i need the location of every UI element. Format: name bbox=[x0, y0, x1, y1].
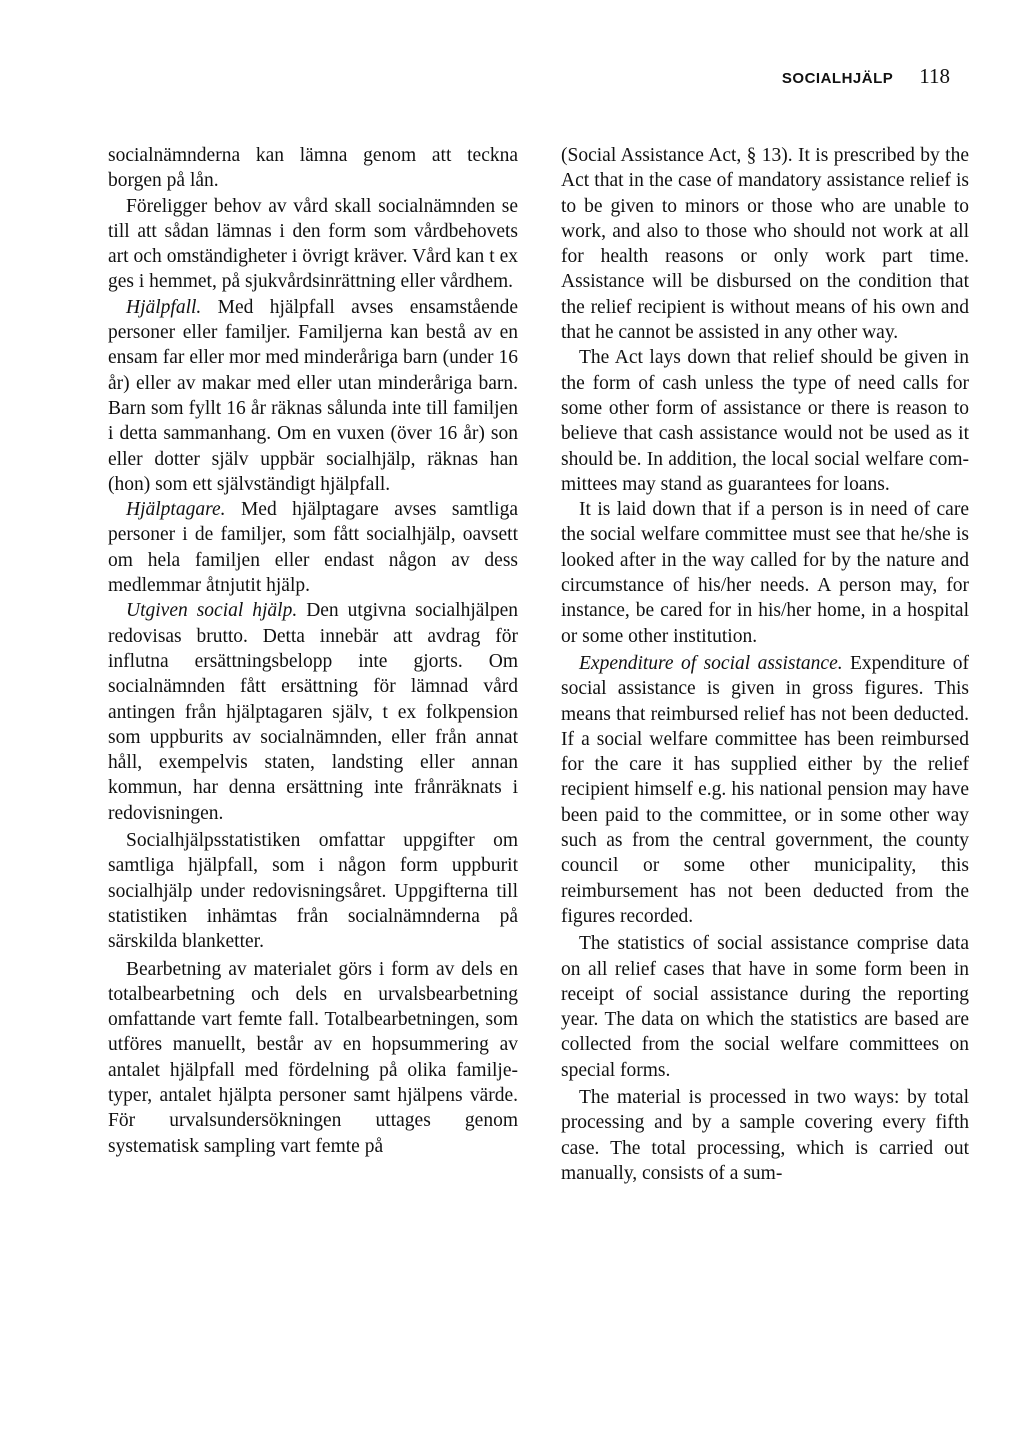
right-paragraph-3: It is laid down that if a person is in need of care the social welfare committee must see that he/she is looked after in the way called for by the nature and circumstance of his/her needs. A person may, for instance, be cared for in his/her home, in a hospital or some other institution. bbox=[561, 499, 969, 647]
right-column bbox=[561, 143, 969, 1186]
left-paragraph-7: Bearbetning av materialet görs i form av dels en totalbearbetning och dels en urvalsbearbetning omfattande vart femte fall. Totalbearbetningen, som utföres manuellt, består av en hopsummering av antalet hjälpfall med fördelning på olika familjetyper, antalet hjälpta personer samt hjälpens värde. För urvalsundersökningen uttages genom systematisk sampling vart femte på bbox=[108, 958, 518, 1157]
right-paragraph-1: (Social Assistance Act, § 13). It is prescribed by the Act that in the case of mandatory assistance relief is to be given to minors or those who are unable to work, and also to those who should not work at all for health reasons or only work part time. Assistance will be disbursed on the condition that the relief recipient is without means of his own and that he cannot be assisted in any other way. bbox=[561, 145, 969, 344]
left-paragraph-5 bbox=[108, 598, 518, 826]
term-hjalptagare: Hjälptagare. bbox=[126, 499, 226, 521]
left-paragraph-6: Socialhjälpsstatistiken omfattar uppgifter om samtliga hjälpfall, som i någon form uppburit socialhjälp under redovisningsåret. Uppgifterna till statistiken inhämtas från socialnämnderna på särskilda blanketter. bbox=[108, 830, 518, 953]
paragraph-text: Med hjälpfall avses ensamstående personer eller familjer. Familjerna kan bestå av en ensam far eller mor med minderåriga barn (under 16 år) eller av makar med eller utan minderåriga barn. Barn som fyllt 16 år räknas sålunda inte till familjen i detta sammanhang. Om en vuxen (över 16 år) son eller dotter själv uppbär socialhjälp, räknas han (hon) som ett självständigt hjälpfall. bbox=[108, 296, 518, 495]
left-paragraph-4 bbox=[108, 497, 518, 598]
left-paragraph-1: socialnämnderna kan lämna genom att teckna borgen på lån. bbox=[108, 145, 518, 192]
page-number: 118 bbox=[919, 64, 950, 88]
right-paragraph-4 bbox=[561, 651, 969, 929]
term-expenditure: Expenditure of social assistance. bbox=[579, 652, 843, 674]
term-utgiven-social-hjalp: Utgiven social hjälp. bbox=[126, 600, 298, 622]
left-column bbox=[108, 143, 518, 1159]
left-paragraph-3 bbox=[108, 295, 518, 497]
paragraph-text: Expenditure of social assistance is given in gross figures. This means that reimbursed relief has not been deducted. If a social welfare committee has been reimbursed for the care it has supplied either by the relief recipient himself e.g. his national pension may have been paid to the committee, or in some other way such as from the central government, the county council or some other municipality, this reimbursement has not been deducted from the figures recorded. bbox=[561, 652, 969, 927]
right-paragraph-5: The statistics of social assistance comprise data on all relief cases that have in some form been in receipt of social assistance during the reporting year. The data on which the statistics are based are collected from the social welfare committees on special forms. bbox=[561, 933, 969, 1081]
running-title: SOCIALHJÄLP bbox=[781, 70, 894, 87]
right-paragraph-6: The material is processed in two ways: by total processing and by a sample covering every fifth case. The total processing, which is carried out manually, consists of a sum- bbox=[561, 1086, 969, 1184]
paragraph-text: Med hjälptagare avses samtliga personer i de familjer, som fått socialhjälp, oavsett om hela familjen eller endast någon av dess medlemmar åtnjutit hjälp. bbox=[108, 499, 518, 597]
term-hjalpfall: Hjälpfall. bbox=[126, 296, 202, 318]
page-header bbox=[782, 64, 950, 89]
paragraph-text: Den utgivna socialhjälpen redovisas brutto. Detta innebär att avdrag för influtna ersättningsbelopp inte gjorts. Om socialnämnden fått ersättning för lämnad vård antingen från hjälptagaren själv, t ex folkpension som uppburits av socialnämnden, eller från annat håll, exempelvis staten, landsting eller annan kommun, har denna ersättning inte frånräknats i redovisningen. bbox=[108, 600, 518, 824]
left-paragraph-2: Föreligger behov av vård skall socialnämnden se till att sådan lämnas i den form som vårdbehovets art och omständigheter i övrigt kräver. Vård kan t ex ges i hemmet, på sjukvårdsinrättning eller vårdhem. bbox=[108, 195, 518, 293]
right-paragraph-2: The Act lays down that relief should be given in the form of cash unless the type of need calls for some other form of assistance or there is reason to believe that cash assistance would not be used as it should be. In addition, the local social welfare committees may stand as guarantees for loans. bbox=[561, 347, 969, 495]
